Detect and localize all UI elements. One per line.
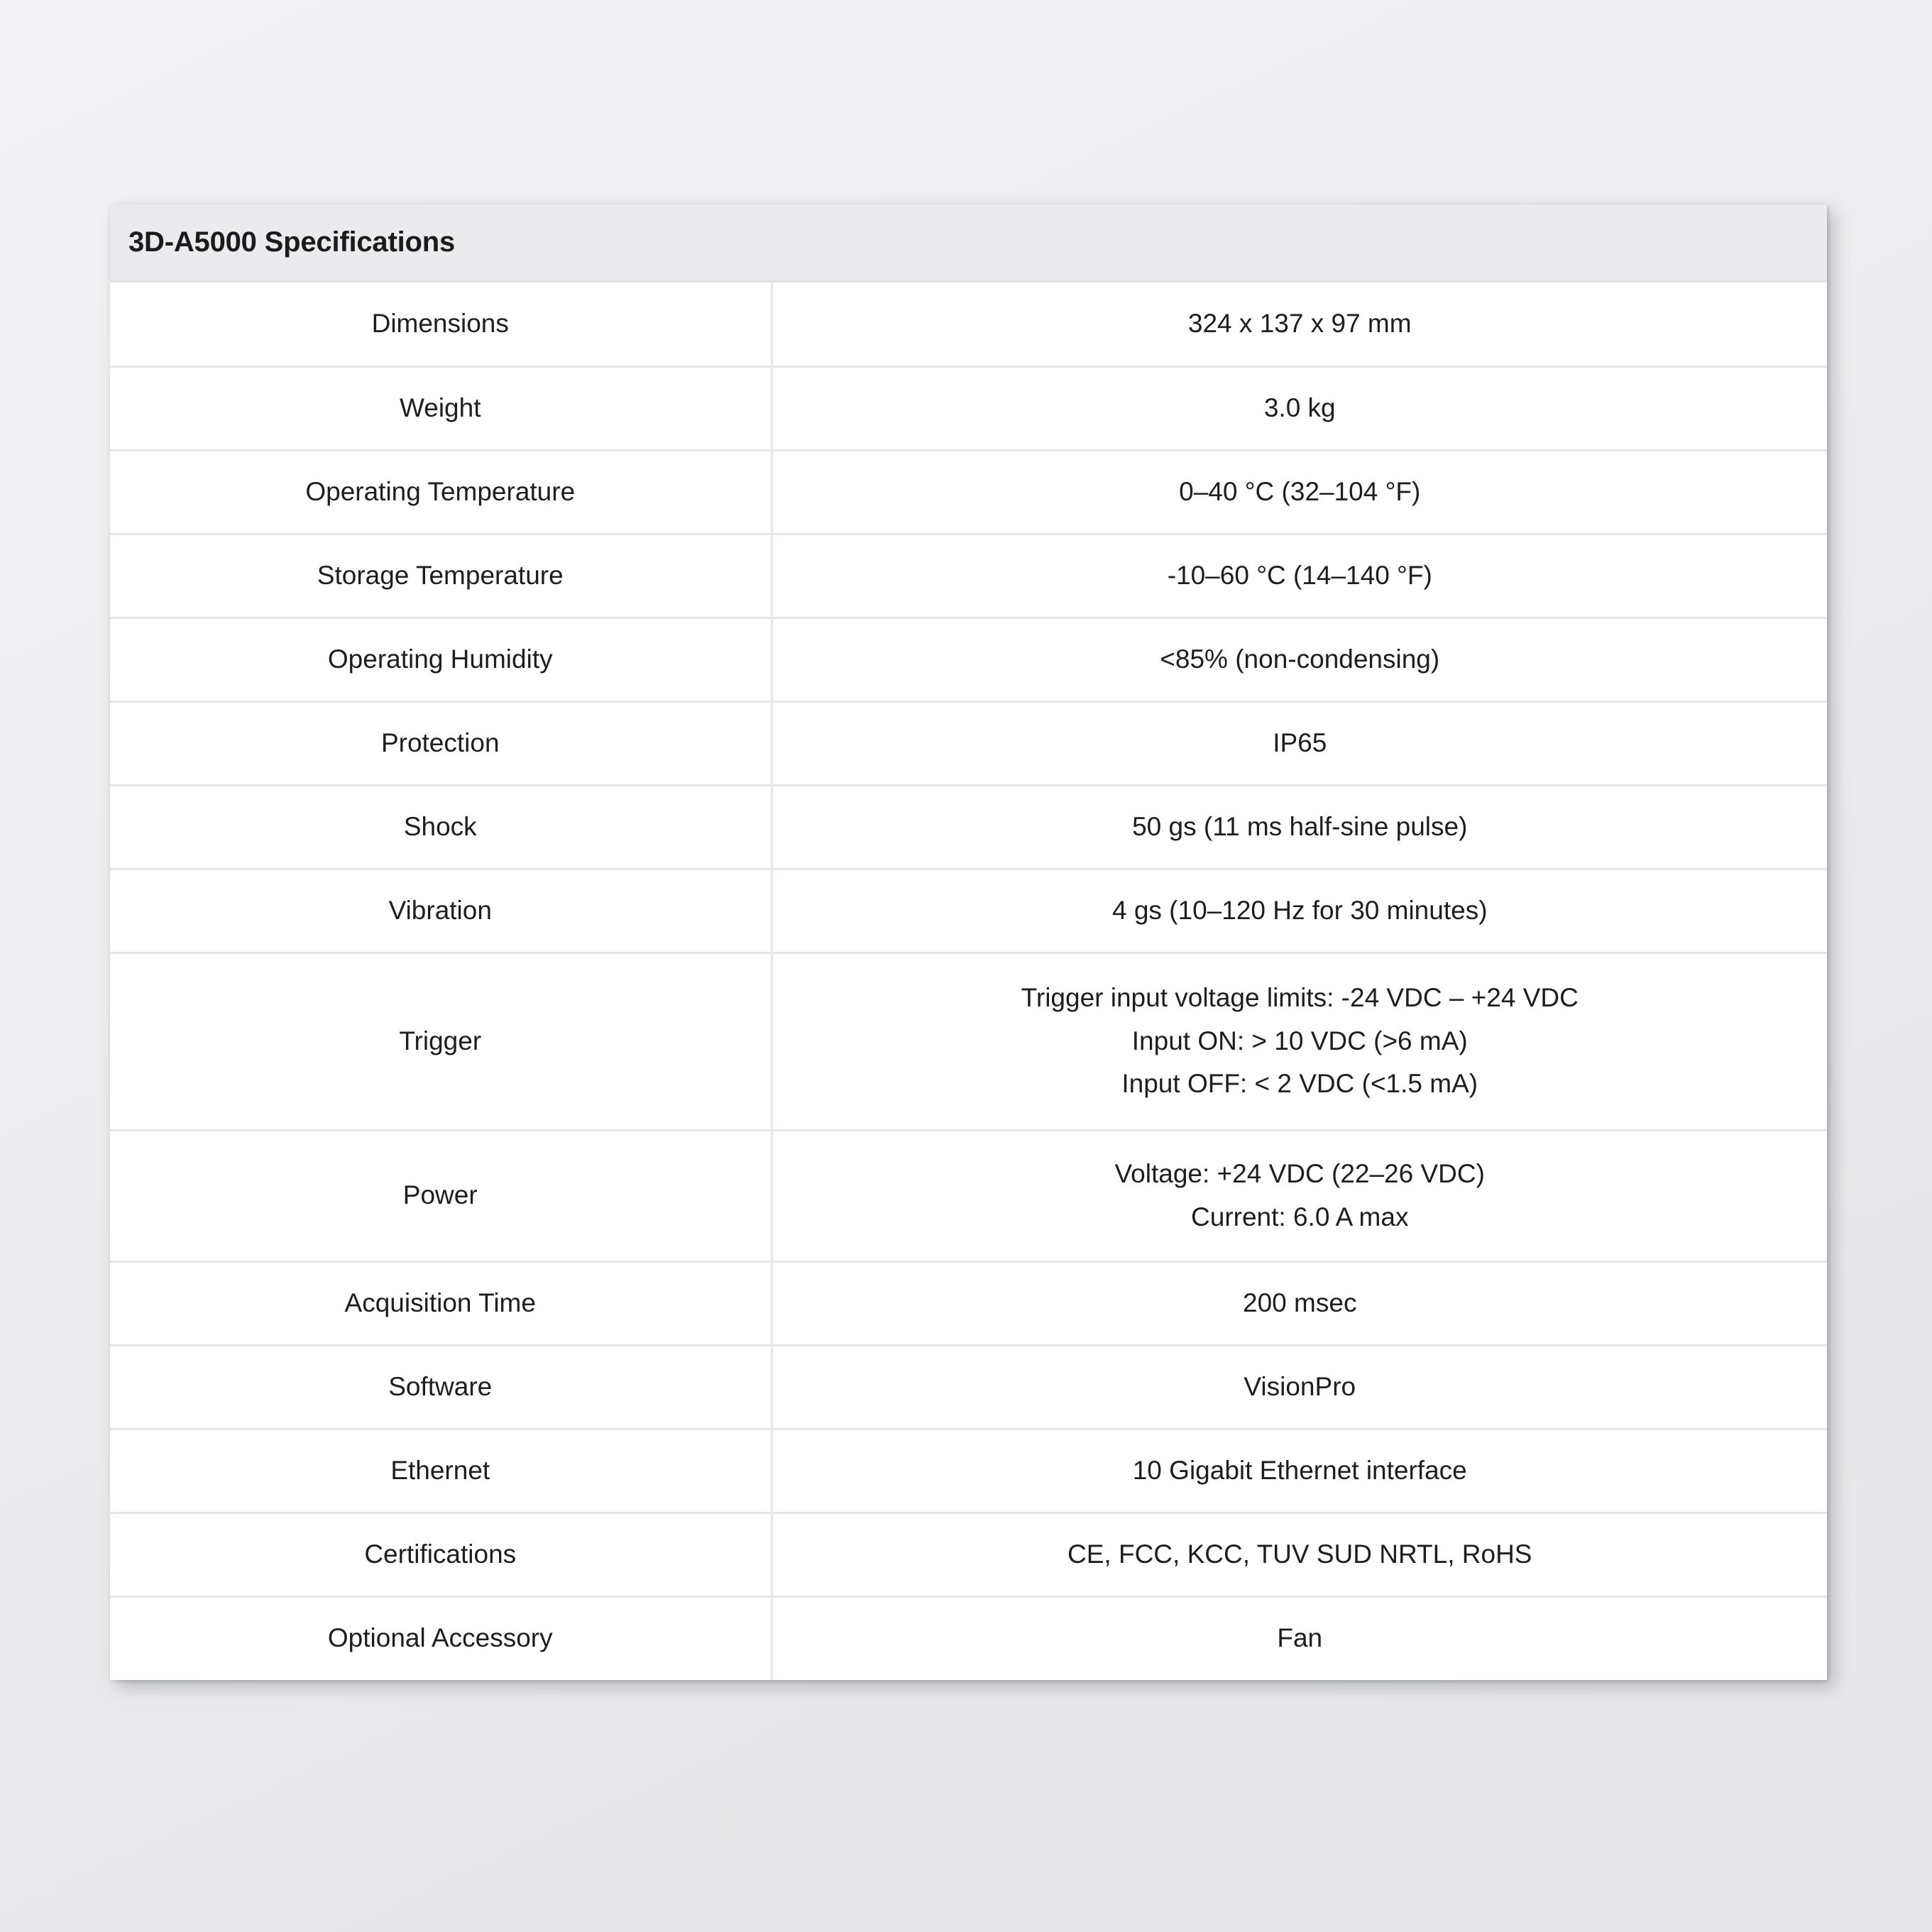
- spec-value-line: -10–60 °C (14–140 °F): [1167, 560, 1432, 590]
- spec-value: [772, 282, 1827, 366]
- table-row: [110, 618, 1827, 701]
- spec-label: Weight: [110, 366, 772, 450]
- spec-value-line: 50 gs (11 ms half-sine pulse): [1132, 811, 1468, 841]
- table-row: [110, 869, 1827, 953]
- spec-value-line: 10 Gigabit Ethernet interface: [1132, 1455, 1467, 1485]
- spec-label: Software: [110, 1345, 772, 1429]
- spec-label: Trigger: [110, 953, 772, 1130]
- table-row: [110, 1429, 1827, 1513]
- card-header: [110, 204, 1827, 282]
- spec-value: [772, 785, 1827, 869]
- specifications-card: [110, 204, 1827, 1680]
- table-row: [110, 366, 1827, 450]
- spec-value-line: Trigger input voltage limits: -24 VDC – +24 VDC: [1021, 983, 1579, 1013]
- table-row: [110, 701, 1827, 785]
- table-row: [110, 534, 1827, 618]
- page-title: 3D-A5000 Specifications: [128, 226, 456, 258]
- spec-value: [772, 1429, 1827, 1513]
- spec-value: [772, 701, 1827, 785]
- spec-value: [772, 953, 1827, 1130]
- spec-value-line: 4 gs (10–120 Hz for 30 minutes): [1112, 895, 1488, 925]
- spec-value-line: 0–40 °C (32–104 °F): [1179, 476, 1421, 506]
- spec-value-line: IP65: [1273, 728, 1327, 757]
- table-row: [110, 1596, 1827, 1680]
- specifications-table-body: [110, 282, 1827, 1680]
- spec-value-line: Input ON: > 10 VDC (>6 mA): [1131, 1026, 1468, 1055]
- spec-label: Acquisition Time: [110, 1261, 772, 1345]
- spec-value: [772, 1596, 1827, 1680]
- spec-value-line: <85% (non-condensing): [1160, 644, 1440, 674]
- spec-value: [772, 534, 1827, 618]
- spec-value-line: 324 x 137 x 97 mm: [1187, 308, 1412, 338]
- table-row: [110, 282, 1827, 366]
- spec-label: Operating Temperature: [110, 450, 772, 534]
- table-row: [110, 1130, 1827, 1261]
- spec-value: [772, 869, 1827, 953]
- spec-label: Protection: [110, 701, 772, 785]
- spec-value-line: 3.0 kg: [1263, 393, 1336, 422]
- spec-value-line: Current: 6.0 A max: [1191, 1202, 1409, 1231]
- spec-label: Storage Temperature: [110, 534, 772, 618]
- spec-value: [772, 1345, 1827, 1429]
- spec-label: Certifications: [110, 1513, 772, 1596]
- spec-value-line: 200 msec: [1243, 1288, 1357, 1317]
- table-row: [110, 450, 1827, 534]
- table-row: [110, 1513, 1827, 1596]
- table-row: [110, 953, 1827, 1130]
- spec-value: [772, 1130, 1827, 1261]
- spec-value: [772, 618, 1827, 701]
- spec-label: Power: [110, 1130, 772, 1261]
- spec-value-line: Input OFF: < 2 VDC (<1.5 mA): [1121, 1069, 1478, 1099]
- spec-label: Ethernet: [110, 1429, 772, 1513]
- spec-value-line: Fan: [1277, 1623, 1323, 1653]
- spec-value: [772, 450, 1827, 534]
- table-row: [110, 785, 1827, 869]
- spec-label: Operating Humidity: [110, 618, 772, 701]
- spec-value-line: Voltage: +24 VDC (22–26 VDC): [1114, 1158, 1485, 1188]
- spec-label: Shock: [110, 785, 772, 869]
- spec-value: [772, 366, 1827, 450]
- spec-value-line: VisionPro: [1244, 1371, 1356, 1401]
- table-row: [110, 1345, 1827, 1429]
- spec-value: [772, 1261, 1827, 1345]
- specifications-table: [110, 282, 1827, 1680]
- table-row: [110, 1261, 1827, 1345]
- spec-label: Optional Accessory: [110, 1596, 772, 1680]
- spec-value: [772, 1513, 1827, 1596]
- spec-value-line: CE, FCC, KCC, TUV SUD NRTL, RoHS: [1067, 1539, 1532, 1569]
- spec-label: Vibration: [110, 869, 772, 953]
- spec-label: Dimensions: [110, 282, 772, 366]
